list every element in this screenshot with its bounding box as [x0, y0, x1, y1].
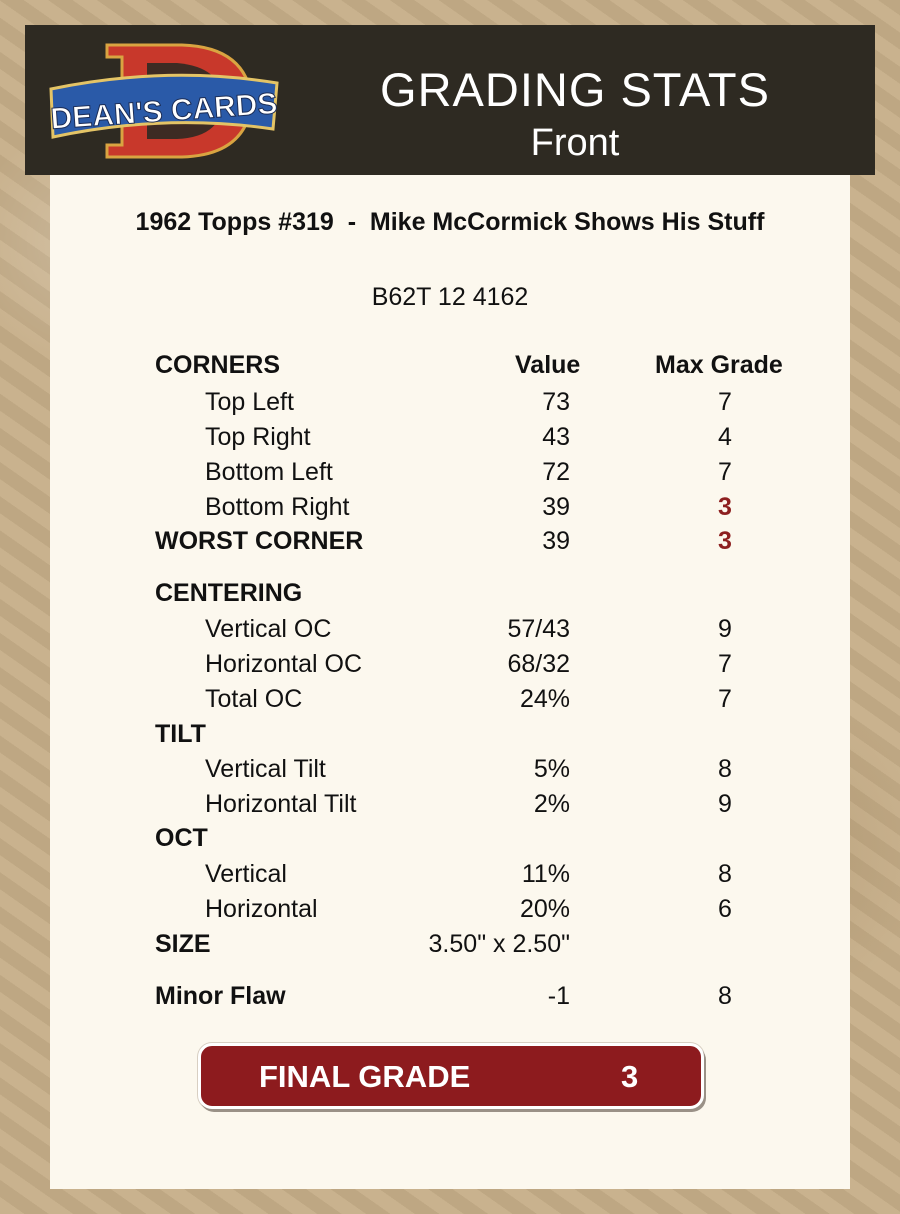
corner-row-bottom-left	[0, 458, 900, 490]
row-grade: 7	[718, 388, 732, 416]
tilt-label: TILT	[155, 720, 206, 748]
size-label: SIZE	[155, 930, 211, 958]
minor-flaw-value: -1	[547, 982, 570, 1010]
row-value: 72	[542, 458, 570, 486]
size-value: 3.50" x 2.50"	[428, 930, 570, 958]
centering-row-total	[0, 685, 900, 717]
worst-corner-label: WORST CORNER	[155, 527, 364, 555]
corner-row-top-left	[0, 388, 900, 420]
final-grade-box	[198, 1043, 704, 1109]
cert-number: B62T 12 4162	[371, 283, 529, 311]
oct-label: OCT	[155, 824, 208, 852]
row-label: Top Left	[205, 388, 294, 416]
centering-label: CENTERING	[155, 579, 303, 607]
row-value: 2%	[533, 790, 570, 818]
page-subtitle: Front	[530, 122, 620, 164]
row-label: Vertical OC	[205, 615, 332, 643]
row-grade: 6	[718, 895, 732, 923]
oct-row-horizontal	[0, 895, 900, 927]
value-column-header: Value	[515, 351, 581, 379]
row-value: 73	[542, 388, 570, 416]
row-value: 57/43	[507, 615, 570, 643]
row-value: 24%	[519, 685, 570, 713]
corners-header-row	[0, 351, 900, 383]
row-value: 5%	[533, 755, 570, 783]
centering-row-vertical	[0, 615, 900, 647]
max-grade-column-header: Max Grade	[655, 351, 783, 379]
corner-row-top-right	[0, 423, 900, 455]
row-grade: 7	[718, 685, 732, 713]
row-grade: 7	[718, 458, 732, 486]
oct-header-row	[0, 824, 900, 856]
row-grade: 9	[718, 790, 732, 818]
row-value: 11%	[521, 860, 570, 888]
worst-corner-row	[0, 527, 900, 559]
page-title: GRADING STATS	[380, 63, 770, 116]
row-label: Horizontal OC	[205, 650, 362, 678]
row-label: Horizontal	[205, 895, 318, 923]
stats-panel	[50, 175, 850, 1189]
row-grade: 9	[718, 615, 732, 643]
row-label: Horizontal Tilt	[205, 790, 357, 818]
row-grade: 4	[718, 423, 732, 451]
row-value: 68/32	[507, 650, 570, 678]
card-title: 1962 Topps #319 - Mike McCormick Shows His Stuff	[135, 208, 765, 236]
row-grade: 7	[718, 650, 732, 678]
final-grade-label: FINAL GRADE	[259, 1059, 471, 1094]
header-bar	[25, 25, 875, 175]
size-row	[0, 930, 900, 962]
centering-row-horizontal	[0, 650, 900, 682]
worst-corner-value: 39	[542, 527, 570, 555]
minor-flaw-grade: 8	[718, 982, 732, 1010]
row-label: Vertical Tilt	[205, 755, 326, 783]
row-label: Vertical	[205, 860, 287, 888]
minor-flaw-row	[0, 982, 900, 1014]
worst-corner-grade: 3	[718, 527, 732, 555]
tilt-row-horizontal	[0, 790, 900, 822]
row-label: Total OC	[205, 685, 303, 713]
row-grade: 8	[718, 860, 732, 888]
row-value: 20%	[519, 895, 570, 923]
tilt-header-row	[0, 720, 900, 752]
row-value: 39	[542, 493, 570, 521]
logo-text: DEAN'S CARDS	[49, 87, 279, 136]
row-label: Top Right	[205, 423, 311, 451]
row-label: Bottom Left	[205, 458, 333, 486]
oct-row-vertical	[0, 860, 900, 892]
tilt-row-vertical	[0, 755, 900, 787]
row-label: Bottom Right	[205, 493, 350, 521]
centering-header-row	[0, 579, 900, 611]
minor-flaw-label: Minor Flaw	[155, 982, 286, 1010]
corners-label: CORNERS	[155, 351, 281, 379]
row-value: 43	[542, 423, 570, 451]
row-grade: 8	[718, 755, 732, 783]
deans-cards-logo	[47, 37, 281, 165]
corner-row-bottom-right	[0, 493, 900, 525]
row-grade-highlight: 3	[718, 493, 732, 521]
final-grade-value: 3	[621, 1059, 639, 1094]
